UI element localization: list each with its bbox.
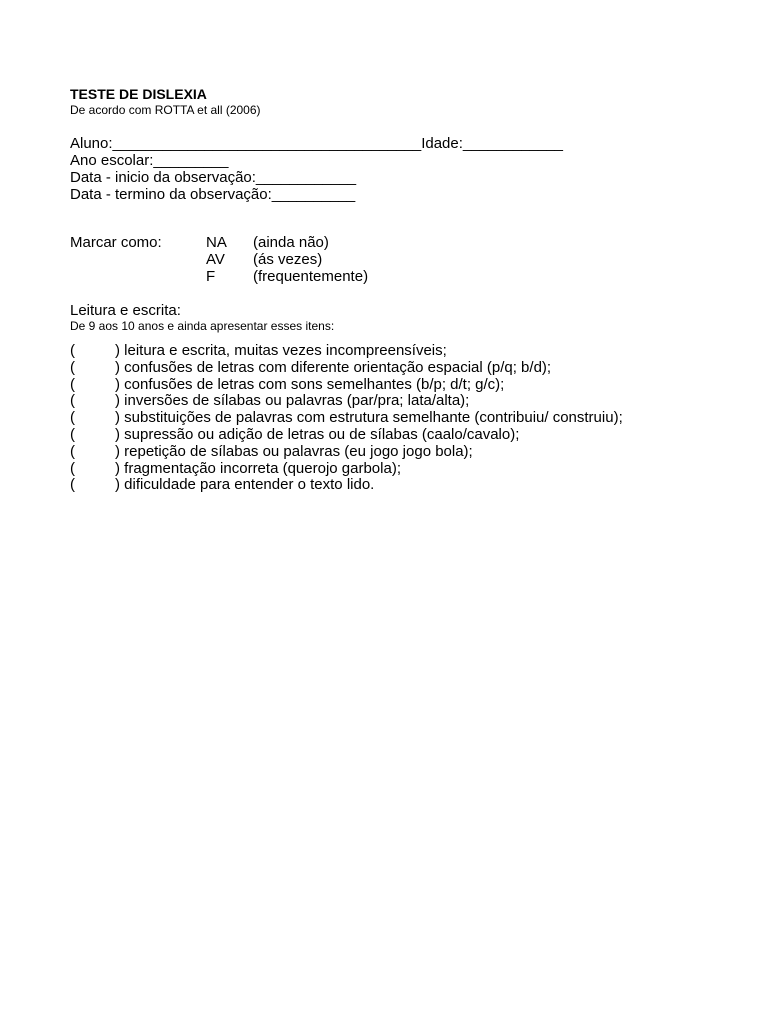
checkbox-open-paren[interactable]: ( — [70, 358, 75, 376]
marking-code: AV — [206, 251, 225, 268]
checklist-item-text: ) dificuldade para entender o texto lido. — [115, 476, 375, 494]
checklist-item-text: ) supressão ou adição de letras ou de sílabas (caalo/cavalo); — [115, 425, 520, 443]
marking-row — [70, 251, 368, 268]
checklist-item-text: ) leitura e escrita, muitas vezes incompreensíveis; — [115, 342, 447, 359]
marking-meaning: (ás vezes) — [253, 251, 323, 268]
document-title: TESTE DE DISLEXIA — [70, 86, 207, 102]
checkbox-open-paren[interactable]: ( — [70, 409, 75, 427]
checklist-item-text: ) repetição de sílabas ou palavras (eu jogo jogo bola); — [115, 442, 473, 460]
field-ano-escolar: Ano escolar:_________ — [70, 152, 229, 169]
marking-label: Marcar como: — [70, 234, 162, 251]
document-subtitle: De acordo com ROTTA et all (2006) — [70, 103, 261, 117]
marking-meaning: (ainda não) — [253, 234, 329, 251]
checkbox-open-paren[interactable]: ( — [70, 392, 75, 410]
field-aluno-idade: Aluno:_____________________________________Idade:____________ — [70, 135, 564, 152]
checklist-item[interactable] — [70, 360, 730, 377]
checkbox-open-paren[interactable]: ( — [70, 375, 75, 393]
marking-row — [70, 268, 368, 285]
checklist-item[interactable] — [70, 444, 730, 461]
checkbox-open-paren[interactable]: ( — [70, 342, 75, 359]
checkbox-open-paren[interactable]: ( — [70, 476, 75, 494]
checklist-item[interactable] — [70, 377, 730, 394]
checklist-item-text: ) inversões de sílabas ou palavras (par/pra; lata/alta); — [115, 392, 470, 410]
document-page — [70, 86, 730, 509]
checkbox-open-paren[interactable]: ( — [70, 459, 75, 477]
checklist-item[interactable] — [70, 477, 730, 494]
section-title: Leitura e escrita: — [70, 302, 181, 319]
field-data-inicio: Data - inicio da observação:____________ — [70, 169, 357, 186]
checklist-item-text: ) fragmentação incorreta (querojo garbola); — [115, 459, 401, 477]
student-fields — [70, 135, 730, 203]
marking-row — [70, 234, 368, 251]
section-subtitle: De 9 aos 10 anos e ainda apresentar esses itens: — [70, 319, 335, 333]
marking-legend — [70, 234, 368, 285]
field-data-termino: Data - termino da observação:__________ — [70, 186, 356, 203]
checklist-item[interactable] — [70, 410, 730, 427]
checklist-item[interactable] — [70, 343, 730, 360]
checklist — [70, 343, 730, 494]
marking-code: F — [206, 268, 216, 285]
checklist-item-text: ) substituições de palavras com estrutura semelhante (contribuiu/ construiu); — [115, 409, 623, 427]
checklist-item[interactable] — [70, 461, 730, 478]
checklist-item-text: ) confusões de letras com diferente orientação espacial (p/q; b/d); — [115, 358, 552, 376]
checklist-item[interactable] — [70, 393, 730, 410]
marking-meaning: (frequentemente) — [253, 268, 369, 285]
checkbox-open-paren[interactable]: ( — [70, 425, 75, 443]
checklist-item[interactable] — [70, 427, 730, 444]
checklist-item-text: ) confusões de letras com sons semelhantes (b/p; d/t; g/c); — [115, 375, 505, 393]
marking-code: NA — [206, 234, 227, 251]
checkbox-open-paren[interactable]: ( — [70, 442, 75, 460]
